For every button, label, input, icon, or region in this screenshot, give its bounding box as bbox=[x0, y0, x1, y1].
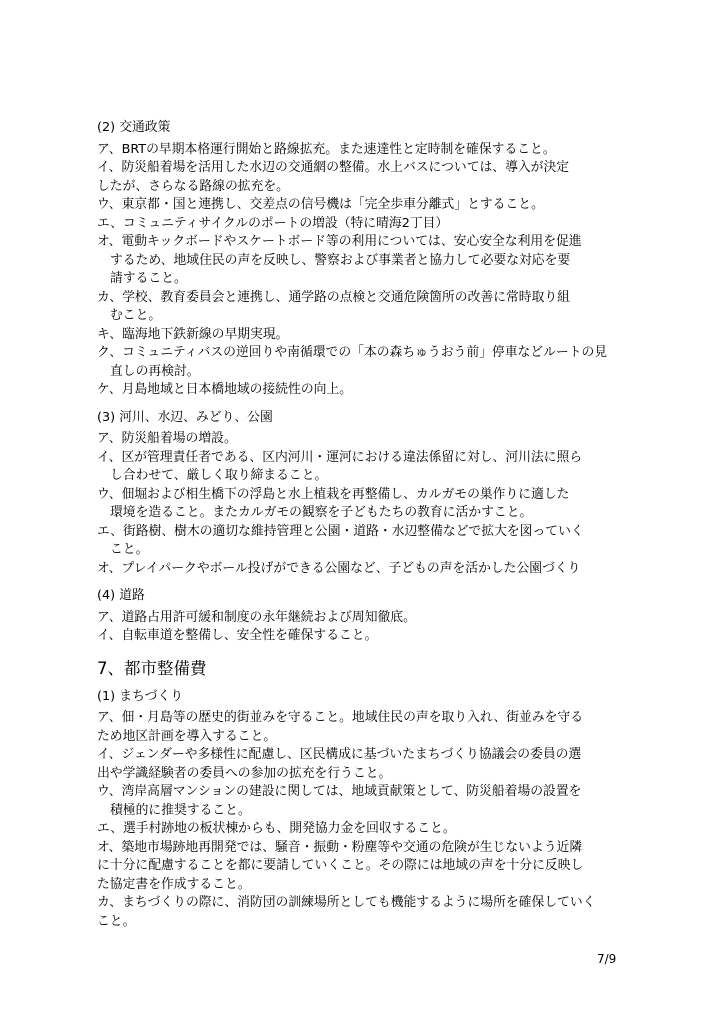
page-number: 7/9 bbox=[597, 952, 617, 966]
section-rivers-parks bbox=[97, 409, 619, 579]
list-item: イ、区が管理責任者である、区内河川・運河における違法係留に対し、河川法に照ら し合わせて、厳しく取り締まること。 bbox=[97, 449, 583, 483]
section-heading: (1) まちづくり bbox=[97, 688, 184, 704]
chapter-heading: 7、都市整備費 bbox=[97, 658, 207, 678]
section-gap bbox=[97, 646, 619, 655]
list-item: イ、自転車道を整備し、安全性を確保すること。 bbox=[97, 628, 378, 643]
section-heading: (2) 交通政策 bbox=[97, 120, 171, 135]
section-gap bbox=[97, 400, 619, 409]
list-item: ア、佃・月島等の歴史的街並みを守ること。地域住民の声を取り入れ、街並みを守る ため地区計画を導入すること。 bbox=[97, 710, 584, 744]
list-item: カ、まちづくりの際に、消防団の訓練場所としても機能するように場所を確保していく こと。 bbox=[97, 895, 596, 929]
section-heading: (4) 道路 bbox=[97, 588, 145, 603]
section-traffic-policy bbox=[97, 119, 619, 400]
list-item: エ、街路樹、樹木の適切な維持管理と公園・道路・水辺整備などで拡大を図っていく こと。 bbox=[97, 523, 584, 557]
section-gap bbox=[97, 578, 619, 587]
list-item: オ、築地市場跡地再開発では、騒音・振動・粉塵等や交通の危険が生じないよう近隣 に十分に配慮することを都に要請していくこと。その際には地域の声を十分に反映し た協定書を作成すること。 bbox=[97, 839, 584, 892]
list-item: ア、防災船着場の増設。 bbox=[97, 431, 237, 446]
section-heading: (3) 河川、水辺、みどり、公園 bbox=[97, 409, 273, 425]
list-item: ア、道路占用許可緩和制度の永年継続および周知徹底。 bbox=[97, 609, 416, 625]
list-item: エ、選手村跡地の板状棟からも、開発協力金を回収すること。 bbox=[97, 821, 456, 836]
list-item: ウ、佃堀および相生橋下の浮島と水上植栽を再整備し、カルガモの巣作りに適した 環境を造ること。またカルガモの観察を子どもたちの教育に活かすこと。 bbox=[97, 486, 570, 520]
section-roads bbox=[97, 587, 619, 646]
list-item: カ、学校、教育委員会と連携し、通学路の点検と交通危険箇所の改善に常時取り組 むこと。 bbox=[97, 289, 570, 323]
list-item: オ、プレイパークやボール投げができる公園など、子どもの声を活かした公園づくり bbox=[97, 560, 581, 576]
document-body bbox=[97, 119, 619, 931]
list-item: ウ、東京都・国と連携し、交差点の信号機は「完全歩車分離式」とすること。 bbox=[97, 197, 544, 212]
list-item: ウ、湾岸高層マンションの建設に関しては、地域貢献策として、防災船着場の設置を 積極的に推奨すること。 bbox=[97, 784, 582, 818]
section-town-planning bbox=[97, 688, 619, 932]
list-item: ク、コミュニティバスの逆回りや南循環での「本の森ちゅうおう前」停車などルートの見 直しの再検討。 bbox=[97, 345, 608, 379]
list-item: イ、防災船着場を活用した水辺の交通網の整備。水上バスについては、導入が決定 したが、さらなる路線の拡充を。 bbox=[97, 160, 570, 194]
list-item: イ、ジェンダーや多様性に配慮し、区民構成に基づいたまちづくり協議会の委員の選 出や学識経験者の委員への参加の拡充を行うこと。 bbox=[97, 747, 582, 781]
list-item: エ、コミュニティサイクルのポートの増設（特に晴海2丁目） bbox=[97, 215, 449, 231]
list-item: キ、臨海地下鉄新線の早期実現。 bbox=[97, 326, 289, 342]
list-item: ア、BRTの早期本格運行開始と路線拡充。また速達性と定時制を確保すること。 bbox=[97, 141, 556, 157]
list-item: オ、電動キックボードやスケートボード等の利用については、安心安全な利用を促進 するため、地域住民の声を反映し、警察および事業者と協力して必要な対応を要 請すること。 bbox=[97, 234, 582, 286]
list-item: ケ、月島地域と日本橋地域の接続性の向上。 bbox=[97, 382, 353, 397]
